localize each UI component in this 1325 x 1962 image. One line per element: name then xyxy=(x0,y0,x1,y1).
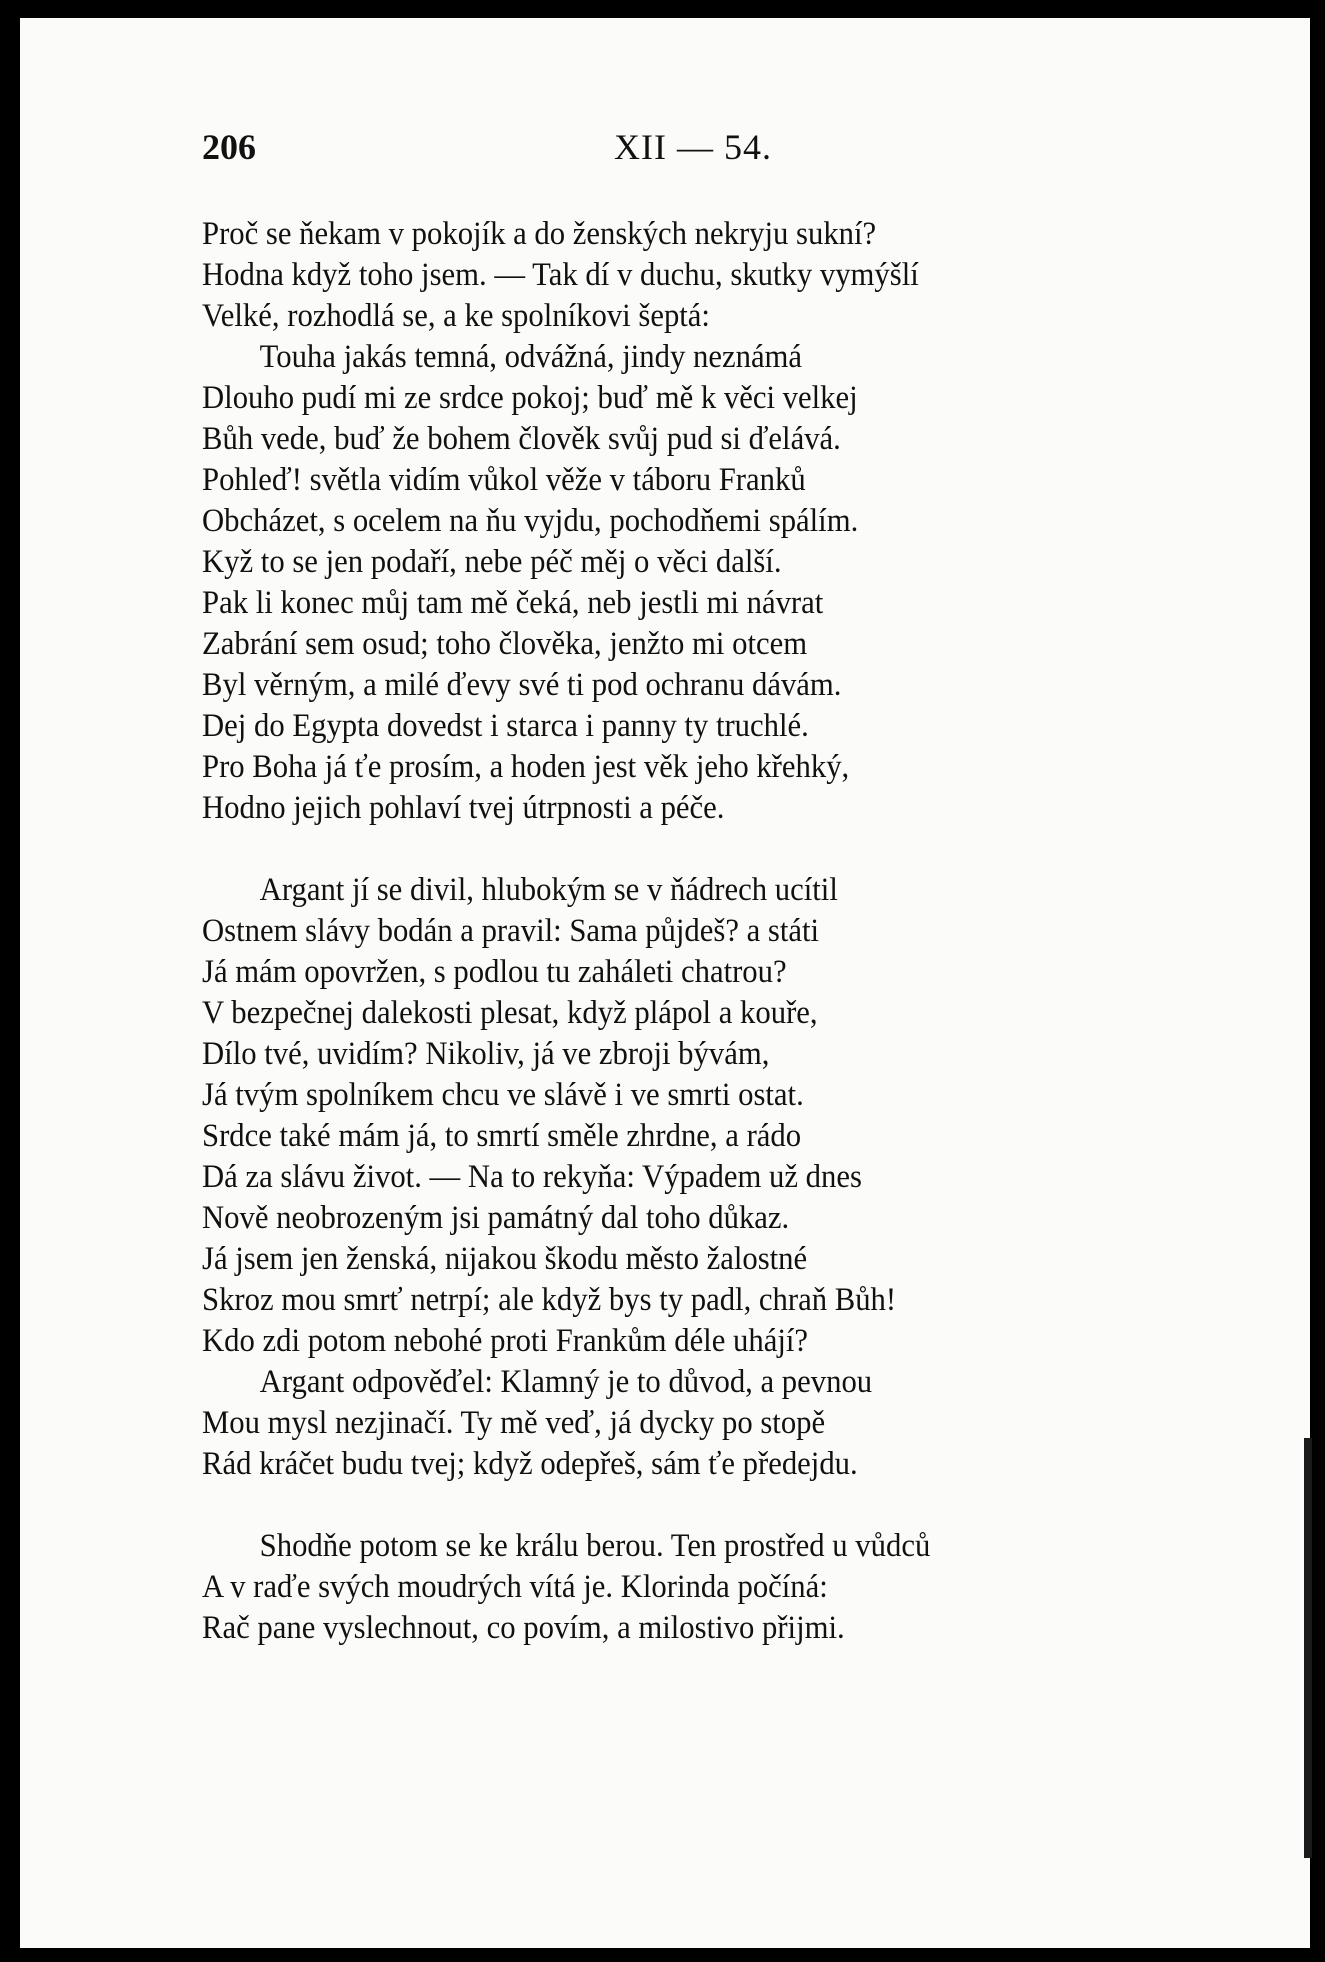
verse-line: Srdce také mám já, to smrtí směle zhrdne, a rádo xyxy=(202,1118,802,1154)
verse-line: Dlouho pudí mi ze srdce pokoj; buď mě k věci velkej xyxy=(202,380,858,416)
verse-line: Pak li konec můj tam mě čeká, neb jestli mi návrat xyxy=(202,585,824,621)
running-head: XII — 54. xyxy=(614,127,772,167)
verse-line: Argant odpověďel: Klamný je to důvod, a pevnou xyxy=(259,1364,873,1400)
verse-line: Dej do Egypta dovedst i starca i panny ty truchlé. xyxy=(202,708,809,744)
verse-line: Velké, rozhodlá se, a ke spolníkovi šeptá: xyxy=(202,298,710,334)
verse-line: Pohleď! světla vidím vůkol věže v táboru Franků xyxy=(202,462,806,498)
verse-line: Bůh vede, buď že bohem člověk svůj pud si ďelává. xyxy=(202,421,841,457)
book-spine-edge xyxy=(1304,1438,1312,1858)
verse-line: Hodna když toho jsem. — Tak dí v duchu, skutky vymýšlí xyxy=(202,257,919,293)
verse-line: Argant jí se divil, hlubokým se v ňádrech ucítil xyxy=(259,872,838,908)
verse-line: Rač pane vyslechnout, co povím, a milostivo přijmi. xyxy=(202,1610,845,1646)
verse-line: Skroz mou smrť netrpí; ale když bys ty padl, chraň Bůh! xyxy=(202,1282,897,1318)
verse-line: Byl věrným, a milé ďevy své ti pod ochranu dávám. xyxy=(202,667,842,703)
poem-text xyxy=(202,214,1113,1690)
stanza xyxy=(202,870,1113,1485)
verse-line: Rád kráčet budu tvej; když odepřeš, sám ťe předejdu. xyxy=(202,1446,858,1482)
verse-line: Dá za slávu život. — Na to rekyňa: Výpadem už dnes xyxy=(202,1159,862,1195)
verse-line: Dílo tvé, uvidím? Nikoliv, já ve zbroji bývám, xyxy=(202,1036,770,1072)
verse-line: Proč se ňekam v pokojík a do ženských nekryju sukní? xyxy=(202,216,877,252)
verse-line: V bezpečnej dalekosti plesat, když plápol a kouře, xyxy=(202,995,818,1031)
verse-line: Obcházet, s ocelem na ňu vyjdu, pochodňemi spálím. xyxy=(202,503,859,539)
verse-line: Shodňe potom se ke králu berou. Ten prostřed u vůdců xyxy=(259,1528,931,1564)
verse-line: Kyž to se jen podaří, nebe péč měj o věci další. xyxy=(202,544,782,580)
page-header xyxy=(202,126,1162,174)
verse-line: Pro Boha já ťe prosím, a hoden jest věk jeho křehký, xyxy=(202,749,850,785)
verse-line: Hodno jejich pohlaví tvej útrpnosti a péče. xyxy=(202,790,725,826)
page-number: 206 xyxy=(202,127,256,167)
verse-line: Touha jakás temná, odvážná, jindy neznámá xyxy=(259,339,803,375)
verse-line: Mou mysl nezjinačí. Ty mě veď, já dycky po stopě xyxy=(202,1405,826,1441)
verse-line: A v raďe svých moudrých vítá je. Klorinda počíná: xyxy=(202,1569,828,1605)
verse-line: Já jsem jen ženská, nijakou škodu město žalostné xyxy=(202,1241,808,1277)
verse-line: Nově neobrozeným jsi památný dal toho důkaz. xyxy=(202,1200,790,1236)
stanza xyxy=(202,214,1113,829)
verse-line: Ostnem slávy bodán a pravil: Sama půjdeš? a státi xyxy=(202,913,820,949)
verse-line: Já tvým spolníkem chcu ve slávě i ve smrti ostat. xyxy=(202,1077,804,1113)
verse-line: Kdo zdi potom nebohé proti Frankům déle uhájí? xyxy=(202,1323,808,1359)
verse-line: Zabrání sem osud; toho člověka, jenžto mi otcem xyxy=(202,626,808,662)
stanza xyxy=(202,1526,1113,1649)
book-page xyxy=(20,18,1310,1948)
verse-line: Já mám opovržen, s podlou tu zaháleti chatrou? xyxy=(202,954,787,990)
